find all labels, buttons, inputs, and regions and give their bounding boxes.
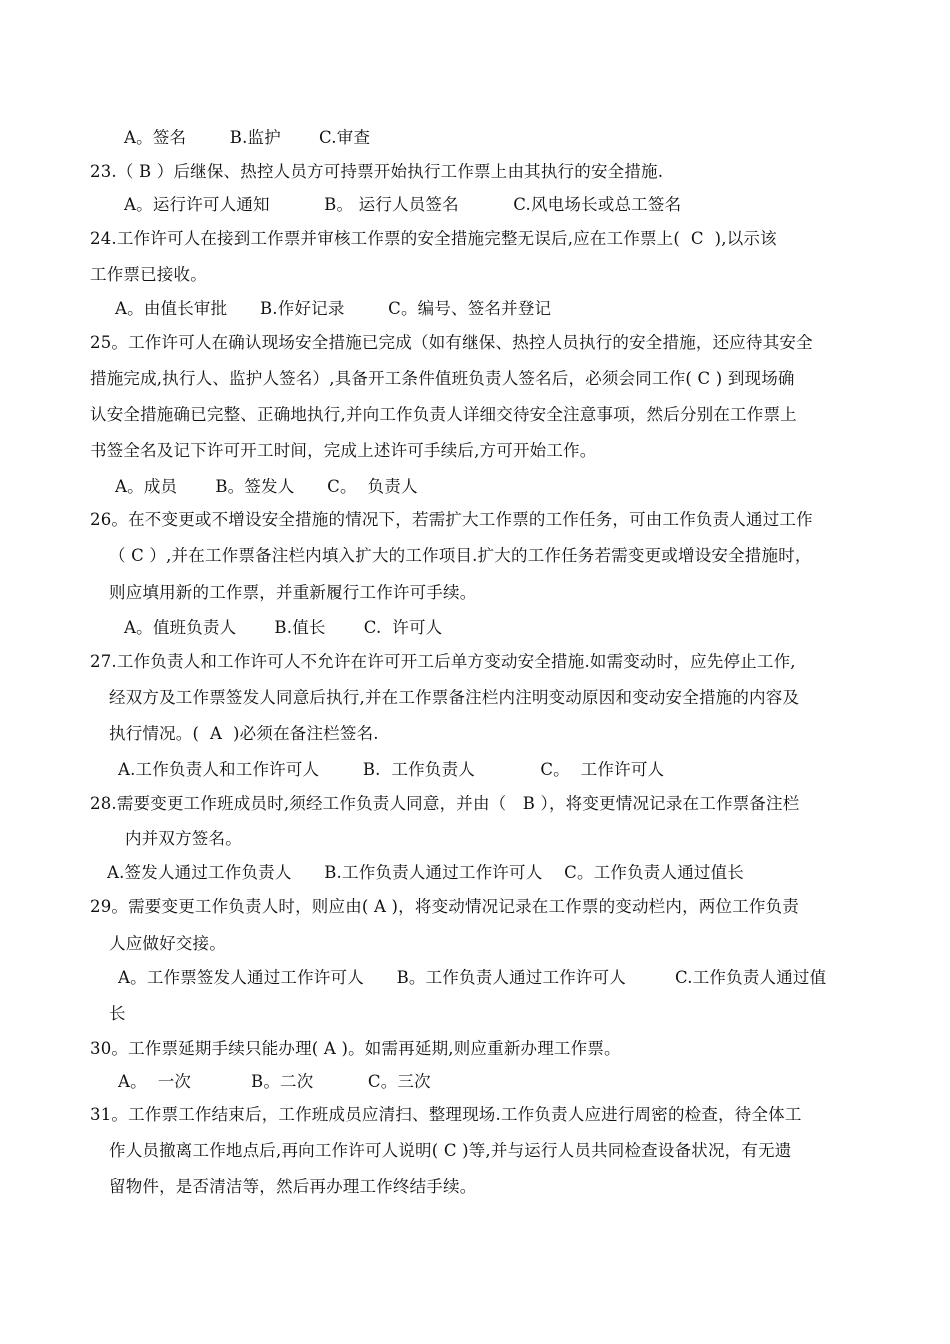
q27-text-line-1: 27.工作负责人和工作许可人不允许在许可开工后单方变动安全措施.如需变动时，应先停止工作, xyxy=(90,652,796,671)
q27-text-line-2: 经双方及工作票签发人同意后执行,并在工作票备注栏内注明变动原因和变动安全措施的内容及 xyxy=(109,688,800,707)
q26-text-line-2: （ C ）,并在工作票备注栏内填入扩大的工作项目.扩大的工作任务若需变更或增设安全措施时， xyxy=(109,546,812,565)
q28-text-line-2: 内并双方签名。 xyxy=(125,829,242,848)
q30-options: A。 一次 B。二次 C。三次 xyxy=(118,1072,431,1091)
q31-text-line-1: 31。工作票工作结束后，工作班成员应清扫、整理现场.工作负责人应进行周密的检查，待全体工 xyxy=(90,1105,802,1124)
q29-text-line-2: 人应做好交接。 xyxy=(109,934,226,953)
q24-text-line-2: 工作票已接收。 xyxy=(90,265,207,284)
q25-text-line-1: 25。工作许可人在确认现场安全措施已完成（如有继保、热控人员执行的安全措施，还应待其安全 xyxy=(90,333,813,352)
q23-options: A。运行许可人通知 B。 运行人员签名 C.风电场长或总工签名 xyxy=(124,195,682,214)
q26-text-line-3: 则应填用新的工作票，并重新履行工作许可手续。 xyxy=(109,583,477,602)
q29-options-wrap: 长 xyxy=(109,1004,126,1023)
q29-options: A。工作票签发人通过工作许可人 B。工作负责人通过工作许可人 C.工作负责人通过值 xyxy=(118,968,827,987)
q24-text-line-1: 24.工作许可人在接到工作票并审核工作票的安全措施完整无误后,应在工作票上( C ),以示该 xyxy=(90,229,777,248)
q25-text-line-2: 措施完成,执行人、监护人签名）,具备开工条件值班负责人签名后，必须会同工作( C ) 到现场确 xyxy=(90,369,795,388)
q27-text-line-3: 执行情况。( A )必须在备注栏签名. xyxy=(109,724,379,743)
q26-options: A。值班负责人 B.值长 C. 许可人 xyxy=(124,618,443,637)
q26-text-line-1: 26。在不变更或不增设安全措施的情况下，若需扩大工作票的工作任务，可由工作负责人通过工作 xyxy=(90,510,813,529)
q24-options: A。由值长审批 B.作好记录 C。编号、签名并登记 xyxy=(115,299,552,318)
q29-text-line-1: 29。需要变更工作负责人时，则应由( A )，将变动情况记录在工作票的变动栏内，两位工作负责 xyxy=(90,897,799,916)
q28-options: A.签发人通过工作负责人 B.工作负责人通过工作许可人 C。工作负责人通过值长 xyxy=(107,863,745,882)
q25-options: A。成员 B。签发人 C。 负责人 xyxy=(115,477,418,496)
q25-text-line-3: 认安全措施确已完整、正确地执行,并向工作负责人详细交待安全注意事项，然后分别在工作票上 xyxy=(90,405,797,424)
q31-text-line-3: 留物件，是否清洁等，然后再办理工作终结手续。 xyxy=(109,1177,477,1196)
q25-text-line-4: 书签全名及记下许可开工时间，完成上述许可手续后,方可开始工作。 xyxy=(90,441,597,460)
q22-options: A。签名 B.监护 C.审查 xyxy=(124,128,371,147)
q23-text: 23.（ B ）后继保、热控人员方可持票开始执行工作票上由其执行的安全措施. xyxy=(90,162,664,181)
q27-options: A.工作负责人和工作许可人 B. 工作负责人 C。 工作许可人 xyxy=(118,760,665,779)
q30-text: 30。工作票延期手续只能办理( A )。如需再延期,则应重新办理工作票。 xyxy=(90,1039,621,1058)
q28-text-line-1: 28.需要变更工作班成员时,须经工作负责人同意，并由（ B ），将变更情况记录在工作票备注栏 xyxy=(90,794,800,813)
q31-text-line-2: 作人员撤离工作地点后,再向工作许可人说明( C )等,并与运行人员共同检查设备状况，有无遗 xyxy=(109,1141,792,1160)
